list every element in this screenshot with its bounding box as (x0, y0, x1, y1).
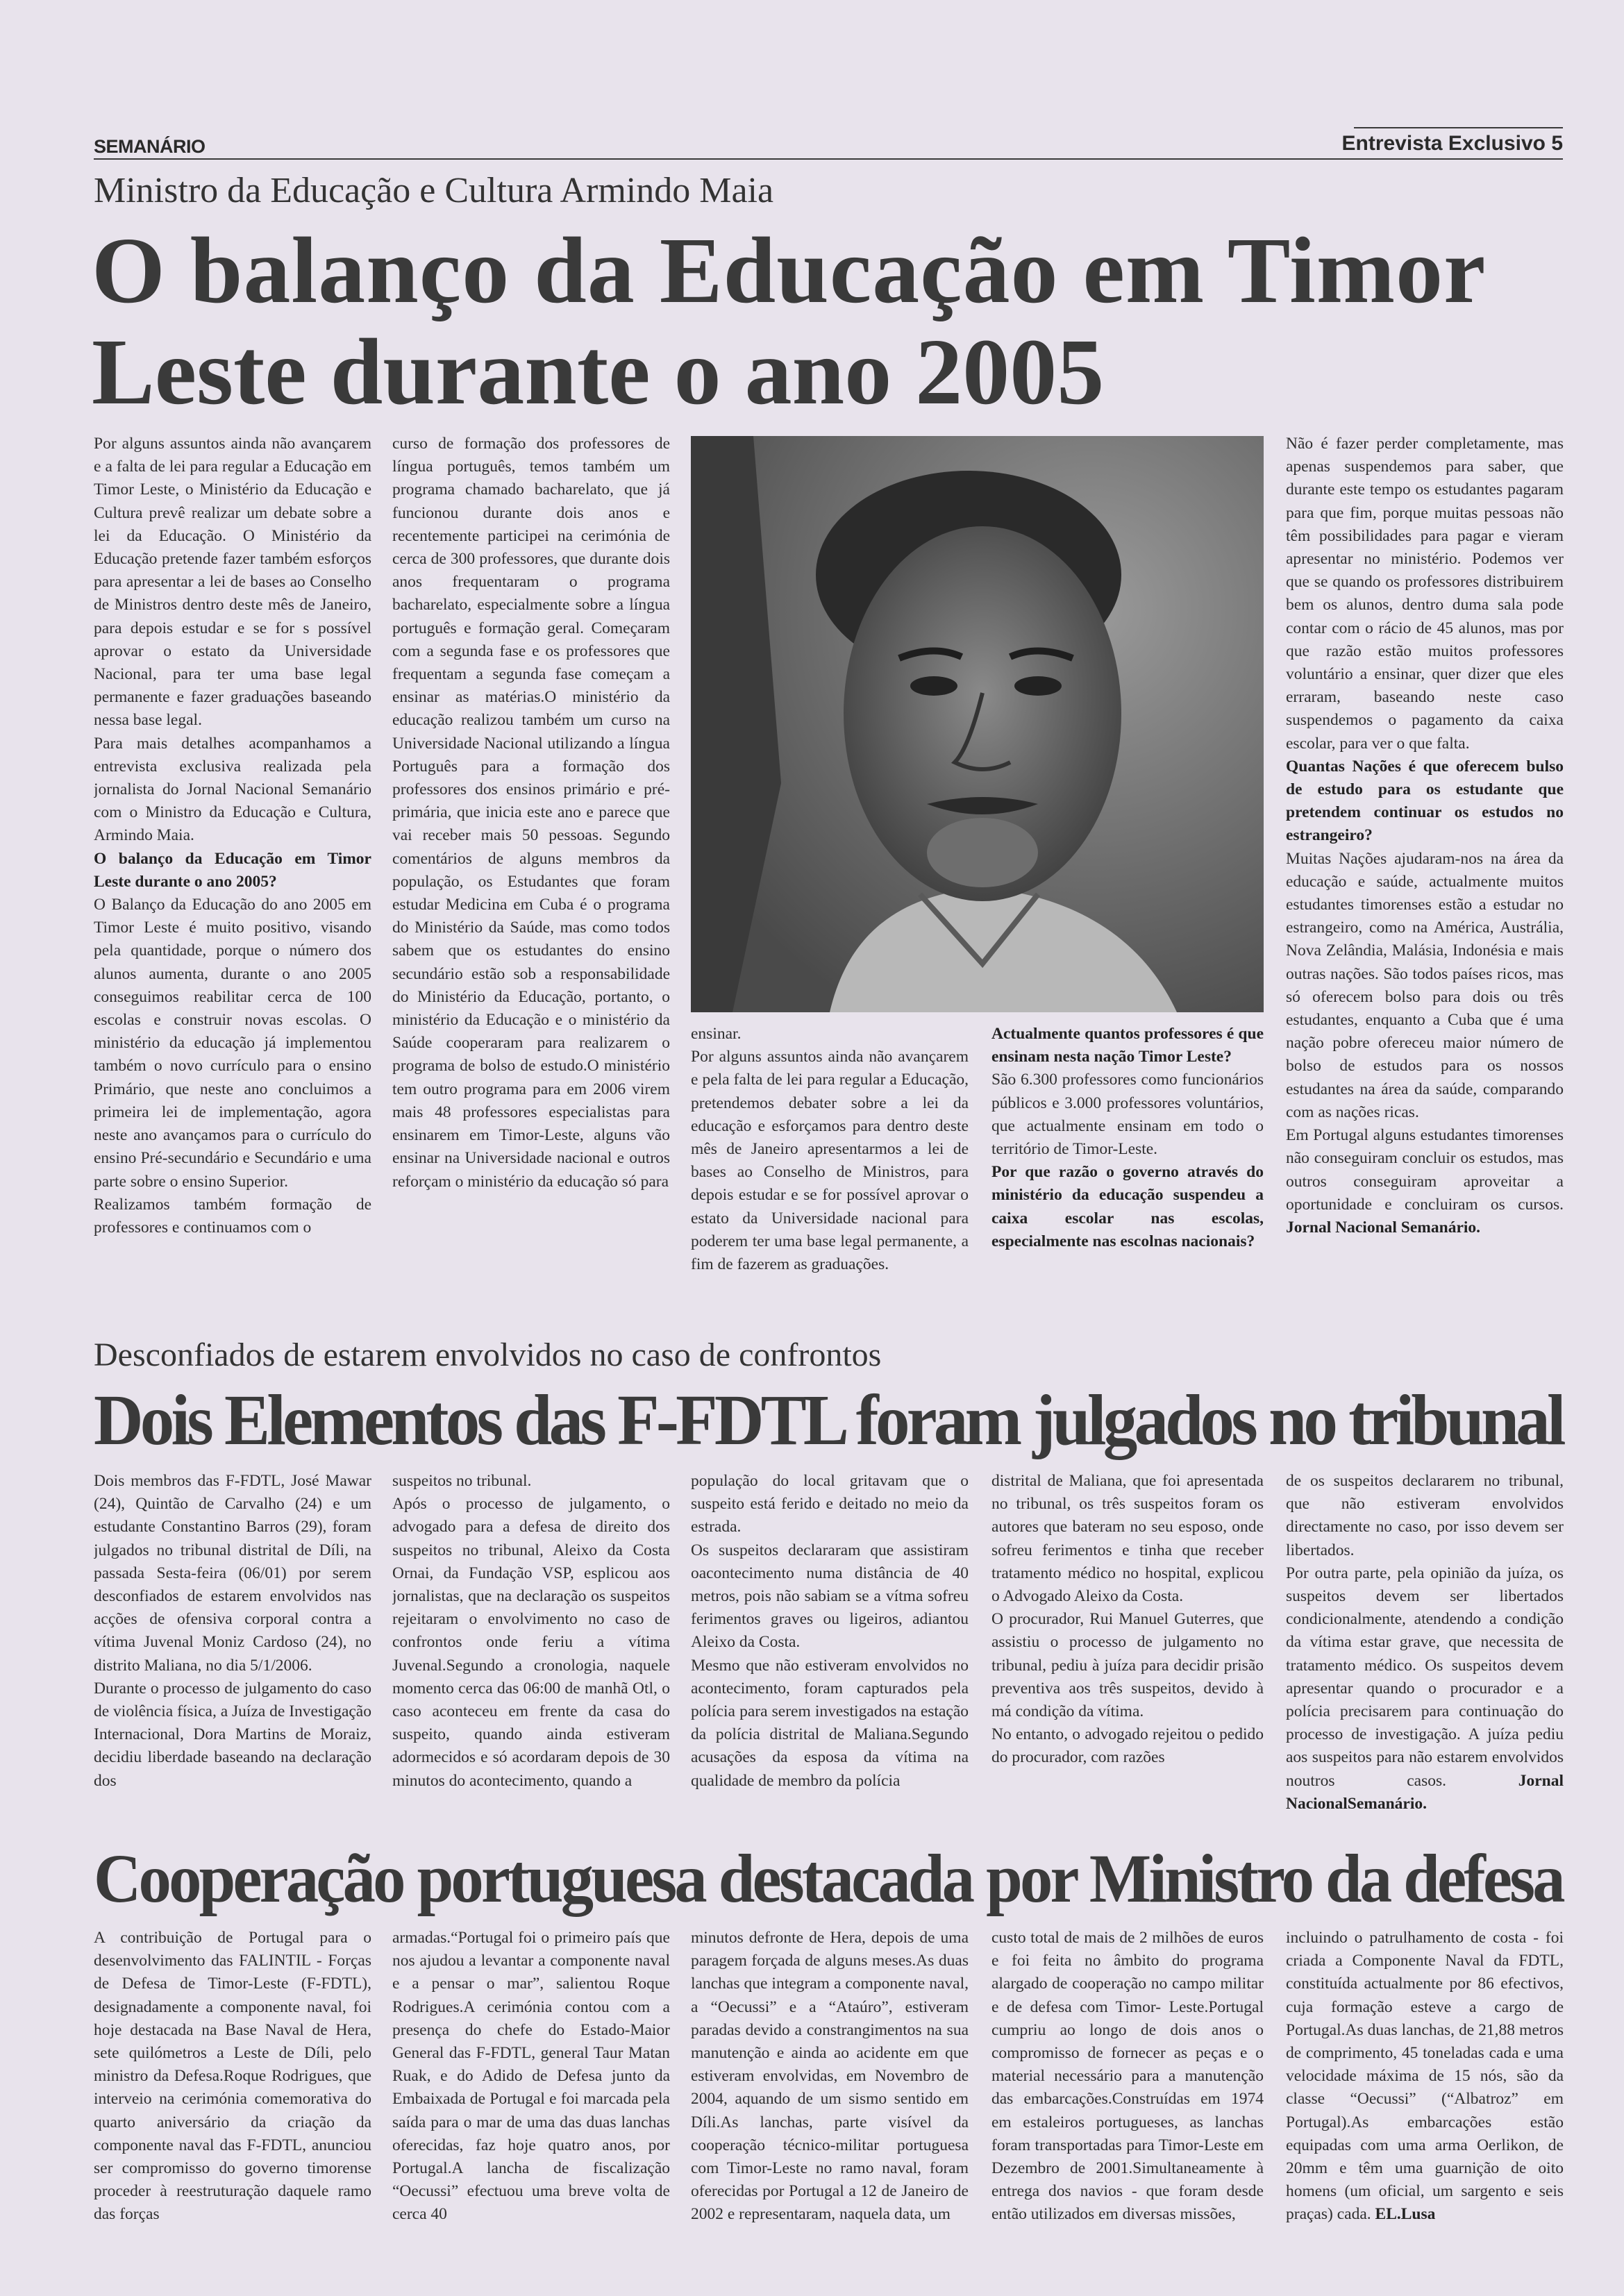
paragraph (691, 1023, 969, 1046)
question-text: Actualmente quantos professores é que ensinam nesta nação Timor Leste? (991, 1025, 1264, 1066)
article3-col2 (392, 1927, 670, 2253)
paragraph-text: Realizamos também formação de professores e continuamos com o (94, 1195, 371, 1237)
paragraph (1286, 1124, 1564, 1239)
paragraph (392, 1927, 670, 2227)
paragraph (94, 1927, 371, 2227)
paragraph-text: Não é fazer perder completamente, mas apenas suspendemos para saber, que durante este tempo os estudantes pagaram para que fim, porque muitas pessoas não têm possibilidades para pagar e vieram apresentar no ministério. Podemos ver que se quando os professores distribuirem bem os alunos, dentro duma sala pode contar com o rácio de 45 alunos, mas por que razão estão muitos professores voluntário a ensinar, quer dizer que eles erraram, baseando neste caso suspendemos o pagamento da caixa escolar, para ver o que falta. (1286, 435, 1564, 753)
paragraph-text: curso de formação dos professores de língua português, temos também um programa chamado bacharelato, que já funcionou durante dois anos e recentemente participei na cerimónia de cerca de 300 professores, que durante dois anos frequentaram o programa bacharelato, especialmente sobre a língua português e formação geral. Começaram com a segunda fase e os professores que frequentam a segunda fase começam a ensinar as matérias.O ministério da educação realizou também um curso na Universidade Nacional utilizando a língua Português para a formação dos professores dos ensinos primário e pré-primária, que inicia este ano e parece que vai receber mais 50 pessoas. Segundo comentários de alguns membros da população, os Estudantes que foram estudar Medicina em Cuba é o programa do Ministério da Saúde, mas como todos sabem que os estudantes do ensino secundário estão sob a responsabilidade do Ministério da Educação, portanto, o ministério da Educação e o ministério da Saúde cooperaram para realizarem o programa de bolso de estudo.O ministério tem outro programa para em 2006 virem mais 48 professores especialistas para ensinarem em Timor-Leste, alguns vão ensinar na Universidade nacional e outros reforçam o ministério da educação só para (392, 435, 670, 1191)
paragraph-text: de os suspeitos declararem no tribunal, que não estiveram envolvidos directamente no caso, por isso devem ser libertados. (1286, 1472, 1564, 1559)
article1-col5 (1286, 433, 1564, 1335)
paragraph-text: distrital de Maliana, que foi apresentada no tribunal, os três suspeitos foram os autores que bateram no seu esposo, onde sofreu ferimentos e tinha que receber tratamento médico no hospital, explicou o Advogado Aleixo da Costa. (991, 1472, 1264, 1606)
article1-col3 (691, 1023, 969, 1335)
article1-col4 (991, 1023, 1264, 1335)
paragraph (1286, 433, 1564, 755)
article2-headline: Dois Elementos das F-FDTL foram julgados no tribunal (94, 1380, 1563, 1460)
article1-headline-line2: Leste durante o ano 2005 (92, 319, 1105, 424)
paragraph (392, 1493, 670, 1793)
paragraph (94, 732, 371, 848)
paragraph-text: população do local gritavam que o suspeito está ferido e deitado no meio da estrada. (691, 1472, 969, 1536)
article3-col1 (94, 1927, 371, 2253)
section-name: Entrevista Exclusivo (1341, 132, 1546, 155)
paragraph-text: suspeitos no tribunal. (392, 1472, 532, 1490)
paragraph-text: Após o processo de julgamento, o advogado para a defesa de direito dos suspeitos no tribunal, Aleixo da Costa Ornai, da Fundação VSP, esplicou aos jornalistas, que na declaração os suspeitos rejeitaram o envolvimento no caso de confrontos onde feriu a vítima Juvenal.Segundo a cronologia, naquele momento cerca das 06:00 de manhã Otl, o caso aconteceu em frente da casa do suspeito, quando ainda estiveram adormecidos e só acordaram depois de 30 minutos do acontecimento, quando a (392, 1495, 670, 1790)
article3-headline: Cooperação portuguesa destacada por Ministro da defesa (94, 1840, 1563, 1917)
interview-question (991, 1023, 1264, 1069)
paragraph-text: A contribuição de Portugal para o desenvolvimento das FALINTIL - Forças de Defesa de Timor-Leste (F-FDTL), designadamente a componente naval, foi hoje destacada na Base Naval de Hera, sete quilómetros a Leste de Díli, pelo ministro da Defesa.Roque Rodrigues, que interveio na cerimónia comemorativa do quarto aniversário da criação da componente naval das F-FDTL, anunciou ser compromisso do governo timorense proceder à reestruturação daquele ramo das forças (94, 1929, 371, 2224)
paragraph (94, 1677, 371, 1793)
paragraph (691, 1927, 969, 2227)
paragraph-text: minutos defronte de Hera, depois de uma paragem forçada de alguns meses.As duas lanchas que integram a componente naval, a “Oecussi” e a “Ataúro”, estiveram paradas devido a constrangimentos na sua manutenção e ainda ao acidente em que estiveram envolvidas, em Novembro de 2004, aquando de um sismo sentido em Díli.As lanchas, parte visível da cooperação técnico-militar portuguesa com Timor-Leste no ramo naval, foram oferecidas por Portugal a 12 de Janeiro de 2002 e representaram, naquela data, um (691, 1929, 969, 2224)
paragraph-text: Por outra parte, pela opinião da juíza, os suspeitos devem ser libertados condicionalmente, atendendo a condição da vítima estar grave, que necessita de tratamento médico. Os suspeitos devem apresentar quando o procurador e a polícia precisarem para continuação do processo de investigação. A juíza pediu aos suspeitos para não estarem envolvidos noutros casos. (1286, 1564, 1564, 1790)
article2-col1 (94, 1470, 371, 1845)
article3-col4 (991, 1927, 1264, 2253)
article3-col5 (1286, 1927, 1564, 2253)
paragraph-text: incluindo o patrulhamento de costa - foi criada a Componente Naval da FDTL, constituída actualmente por 86 efectivos, cuja formação esteve a cargo de Portugal.As duas lanchas, de 21,88 metros de comprimento, 45 toneladas cada e uma velocidade máxima de 15 nós, são da classe “Oecussi” (“Albatroz” em Portugal).As embarcações estão equipadas com uma arma Oerlikon, de 20mm e têm uma guarnição de oito homens (um oficial, um sargento e seis praças) cada. (1286, 1929, 1564, 2224)
article3-col3 (691, 1927, 969, 2253)
article1-col1 (94, 433, 371, 1335)
paragraph-text: Por alguns assuntos ainda não avançarem e pela falta de lei para regular a Educação, pretendemos debater sobre a lei da educação e esforçamos para dentro deste mês de Janeiro apresentarmos a lei de bases ao Conselho de Ministros, para depois estudar e se for possível aprovar o estato da Universidade nacional para poderem ter uma base legal permanente, a fim de fazerem as graduações. (691, 1048, 969, 1274)
masthead-rule (94, 158, 1563, 160)
article2-col3 (691, 1470, 969, 1845)
byline: Jornal Nacional Semanário. (1286, 1218, 1481, 1237)
paragraph-text: Mesmo que não estiveram envolvidos no acontecimento, foram capturados pela polícia para serem investigados na estação da polícia distrital de Maliana.Segundo acusações da esposa da vítima na qualidade de membro da polícia (691, 1656, 969, 1790)
masthead-rule-top (1354, 127, 1563, 128)
paragraph-text: Muitas Nações ajudaram-nos na área da educação e saúde, actualmente muitos estudantes timorenses estão a estudar no estrangeiro, como na América, Austrália, Nova Zelândia, Malásia, Indonésia e mais outras nações. São todos países ricos, mas só oferecem bolso para dois ou três estudantes, enquanto a Cuba que é uma nação pobre ofereceu maior número de bolso de estudos para os nossos estudantes na área da saúde, comparando com as nações ricas. (1286, 849, 1564, 1121)
paper-name: SEMANÁRIO (94, 136, 206, 157)
paragraph (691, 1046, 969, 1276)
byline: Jornal NacionalSemanário. (1286, 1771, 1564, 1813)
paragraph-text: São 6.300 professores como funcionários públicos e 3.000 professores voluntários, que actualmente ensinam em todo o território de Timor-Leste. (991, 1071, 1264, 1159)
paragraph-text: Dois membros das F-FDTL, José Mawar (24), Quintão de Carvalho (24) e um estudante Constantino Barros (29), foram julgados no tribunal distrital de Díli, na passada Sesta-feira (06/01) por serem desconfiados de estarem envolvidos nas acções de ofensiva corporal contra a vítima Juvenal Moniz Cardoso (24), no distrito Maliana, no dia 5/1/2006. (94, 1472, 371, 1675)
paragraph-text: ensinar. (691, 1025, 742, 1043)
interview-question (1286, 755, 1564, 848)
interview-question (94, 848, 371, 894)
article1-kicker: Ministro da Educação e Cultura Armindo Maia (94, 171, 774, 210)
article1-col2 (392, 433, 670, 1335)
paragraph (392, 433, 670, 1193)
paragraph-text: armadas.“Portugal foi o primeiro país que nos ajudou a levantar a componente naval e a pensar o mar”, salientou Roque Rodrigues.A cerimónia contou com a presença do chefe do Estado-Maior General das F-FDTL, general Taur Matan Ruak, e do Adido de Defesa junto da Embaixada de Portugal e foi marcada pela saída para o mar de uma das duas lanchas oferecidas, faz hoje quatro anos, por Portugal.A lancha de fiscalização “Oecussi” efectuou uma breve volta de cerca 40 (392, 1929, 670, 2224)
paragraph (1286, 1470, 1564, 1562)
paragraph (991, 1608, 1264, 1723)
portrait-image (691, 436, 1264, 1012)
question-text: Por que razão o governo através do ministério da educação suspendeu a caixa escolar nas escolas, especialmente nas escolnas nacionais? (991, 1163, 1264, 1250)
paragraph-text: Os suspeitos declararam que assistiram oacontecimento numa distância de 40 metros, pois não sabiam se a vítma sofreu ferimentos graves ou ligeiros, adiantou Aleixo da Costa. (691, 1541, 969, 1652)
article2-col5 (1286, 1470, 1564, 1845)
question-text: O balanço da Educação em Timor Leste durante o ano 2005? (94, 849, 371, 891)
paragraph (691, 1654, 969, 1793)
minister-photo (691, 436, 1264, 1012)
interview-question (991, 1161, 1264, 1253)
paragraph (94, 1470, 371, 1677)
paragraph (991, 1470, 1264, 1608)
paragraph-text: Para mais detalhes acompanhamos a entrevista exclusiva realizada pela jornalista do Jornal Nacional Semanário com o Ministro da Educação e Cultura, Armindo Maia. (94, 734, 371, 845)
paragraph (691, 1470, 969, 1539)
paragraph-text: custo total de mais de 2 milhões de euros e foi feita no âmbito do programa alargado de cooperação no campo militar e de defesa com Timor- Leste.Portugal cumpriu ao longo de dois anos o compromisso de fornecer as peças e o material necessário para a manutenção das embarcações.Construídas em 1974 em estaleiros portugueses, as lanchas foram transportadas para Timor-Leste em Dezembro de 2001.Simultaneamente à entrega dos navios - que foram desde então utilizados em diversas missões, (991, 1929, 1264, 2224)
paragraph (1286, 848, 1564, 1124)
paragraph-text: O procurador, Rui Manuel Guterres, que assistiu o processo de julgamento no tribunal, pediu à juíza para decidir prisão preventiva aos três suspeitos, devido à má condição da vítima. (991, 1610, 1264, 1721)
byline: EL.Lusa (1375, 2205, 1436, 2224)
paragraph-text: Durante o processo de julgamento do caso de violência física, a Juíza de Investigação Internacional, Dora Martins de Moraiz, decidiu liberdade baseando na declaração dos (94, 1679, 371, 1790)
section-label (1342, 132, 1564, 156)
paragraph-text: Por alguns assuntos ainda não avançarem e a falta de lei para regular a Educação em Timor Leste, o Ministério da Educação e Cultura prevê realizar um debate sobre a lei da Educação. O Ministério da Educação pretende fazer também esforços para apresentar a lei de bases ao Conselho de Ministros dentro deste mês de Janeiro, para depois estudar e se for s possível aprovar o estato da Universidade Nacional, para ter uma base legal permanente e fazer graduações baseando nessa base legal. (94, 435, 371, 730)
article2-kicker: Desconfiados de estarem envolvidos no caso de confrontos (94, 1336, 882, 1373)
paragraph (392, 1470, 670, 1493)
paragraph-text: Em Portugal alguns estudantes timorenses não conseguiram concluir os estudos, mas outros conseguiram aproveitar a oportunidade e concluiram os cursos. (1286, 1126, 1564, 1214)
article2-col4 (991, 1470, 1264, 1845)
paragraph (991, 1723, 1264, 1769)
article1-headline (92, 221, 1486, 423)
paragraph (691, 1539, 969, 1654)
paragraph (991, 1069, 1264, 1161)
article1-headline-line1: O balanço da Educação em Timor (92, 219, 1487, 323)
paragraph (991, 1927, 1264, 2227)
paragraph (94, 433, 371, 732)
paragraph (94, 894, 371, 1193)
question-text: Quantas Nações é que oferecem bulso de estudo para os estudante que pretendem continuar os estudos no estrangeiro? (1286, 757, 1564, 845)
paragraph-text: O Balanço da Educação do ano 2005 em Timor Leste é muito positivo, visando pela quantidade, porque o número dos alunos aumenta, durante o ano 2005 conseguimos reabilitar cerca de 100 escolas e construir novas escolas. O ministério da educação já implementou também o novo currículo para o ensino Primário, que neste ano concluimos a primeira lei de implementação, agora neste ano avançamos para o currículo do ensino Pré-secundário e Secundário e uma parte sobre o ensino Superior. (94, 896, 371, 1191)
paragraph-text: No entanto, o advogado rejeitou o pedido do procurador, com razões (991, 1725, 1264, 1767)
page-number: 5 (1551, 132, 1563, 155)
paragraph (94, 1193, 371, 1239)
article2-col2 (392, 1470, 670, 1845)
paragraph (1286, 1562, 1564, 1816)
paragraph (1286, 1927, 1564, 2227)
